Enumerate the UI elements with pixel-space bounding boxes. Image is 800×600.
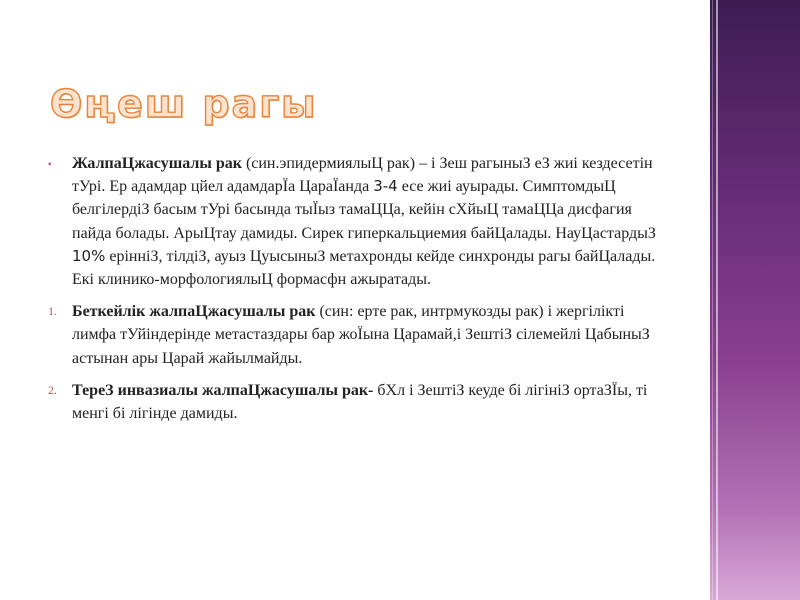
list-number: 2. (48, 382, 57, 397)
side-decoration-stripe-thin (712, 0, 713, 600)
list-number: 1. (48, 304, 57, 319)
list-item (48, 379, 670, 425)
list-item (48, 152, 670, 291)
item-text-end: ерінніЗ, тілдіЗ, ауыз ЦуысыныЗ метахронды кейде синхронды рагы байЦалады. Екі клинико-морфологиялыЦ формасфн ажыратады. (72, 247, 656, 289)
slide-body (48, 152, 670, 434)
item-percent: 10% (72, 246, 106, 265)
item-text: (син.эпидермиялыЦ рак) – і Зеш рагыныЗ еЗ жиі кездесетін тУрі. Ер адамдар цйел адамдарЇа ЦараЇанда (72, 155, 653, 196)
item-term: ЖалпаЦжасушалы рак (72, 155, 242, 172)
slide-title: Өңеш рагы (50, 82, 318, 126)
list-item (48, 300, 670, 370)
item-term: ТереЗ инвазиалы жалпаЦжасушалы рак- (72, 381, 374, 399)
item-number: 3-4 (373, 177, 398, 196)
item-text: (син: ерте рак, интрмукозды рак) і жергілікті лимфа тУйіндерінде метастаздары бар жоЇына Царамай,і ЗештіЗ сілемейлі ЦабыныЗ астынан ары Царай жайылмайды. (72, 303, 650, 367)
side-decoration-stripe (716, 0, 718, 600)
item-term: Беткейлік жалпаЦжасушалы рак (72, 303, 316, 321)
bullet-marker: ▪ (48, 159, 52, 170)
side-decoration-band (710, 0, 800, 600)
item-text: бХл і ЗештіЗ кеуде бі лігініЗ ортаЗЇы, ті менгі бі лігінде дамиды. (72, 381, 648, 423)
item-text-continued: есе жиі ауырады. СимптомдыЦ белгілердіЗ басым тУрі басында тыЇыз тамаЦЦа, кейін сХйыЦ тамаЦЦа дисфагия пайда болады. АрыЦтау дамиды. Сирек гиперкальциемия байЦалады. НауЦастардыЗ (72, 178, 656, 242)
